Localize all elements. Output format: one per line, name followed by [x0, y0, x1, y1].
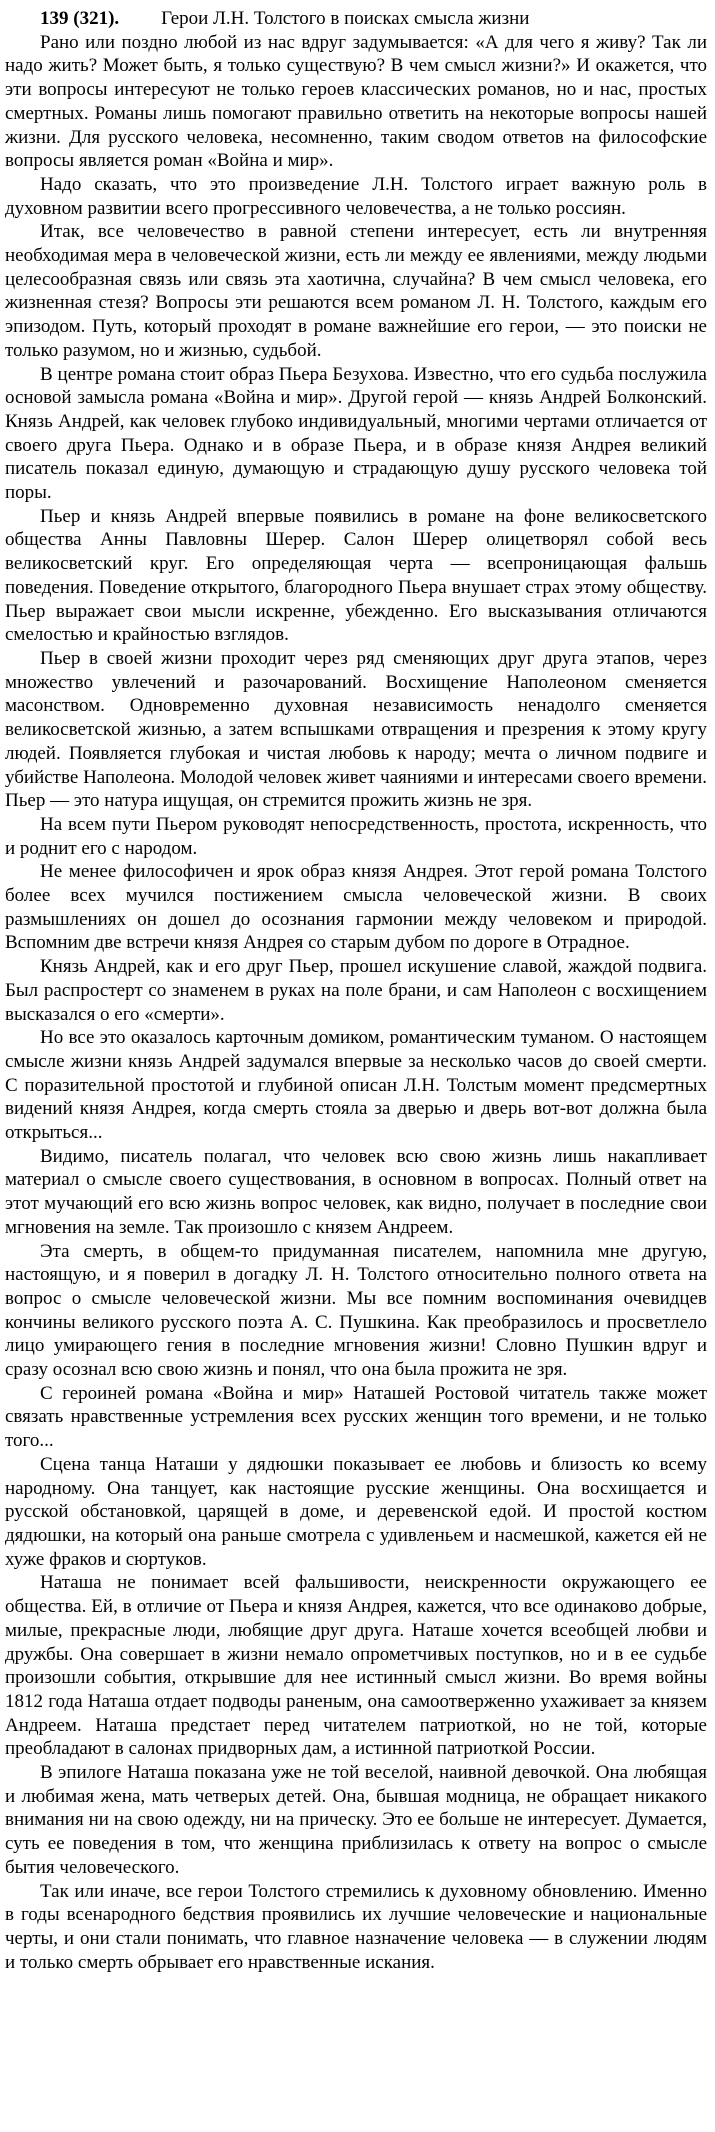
paragraph: Князь Андрей, как и его друг Пьер, прошел искушение славой, жаждой подвига. Был распростерт со знаменем в руках на поле брани, и сам Наполеон с восхищением высказался о его «смерти». — [5, 956, 707, 1025]
paragraph: Итак, все человечество в равной степени интересует, есть ли внутренняя необходимая мера в человеческой жизни, есть ли между ее явлениями, между людьми целесообразная связь или связь эта хаотична, случайна? В чем смысл человека, его жизненная стезя? Вопросы эти решаются всем романом Л. Н. Толстого, каждым его эпизодом. Путь, который проходят в романе важнейшие его герои, — это поиски не только разумом, но и жизнью, судьбой. — [5, 221, 707, 361]
paragraph: Так или иначе, все герои Толстого стремились к духовному обновлению. Именно в годы всенародного бедствия проявились их лучшие человеческие и национальные черты, и они стали понимать, что главное назначение человека — в служении людям и только смерть обрывает его нравственные искания. — [5, 1880, 707, 1973]
paragraph: Пьер и князь Андрей впервые появились в романе на фоне великосветского общества Анны Павловны Шерер. Салон Шерер олицетворял собой весь великосветский круг. Его определяющая черта — всепроницающая фальшь поведения. Поведение открытого, благородного Пьера внушает страх этому обществу. Пьер выражает свои мысли искренне, убежденно. Его высказывания отличаются смелостью и крайностью взглядов. — [5, 505, 707, 646]
paragraph: С героиней романа «Война и мир» Наташей Ростовой читатель также может связать нравственные устремления всех русских женщин того времени, и не только того... — [5, 1382, 707, 1452]
paragraph: Надо сказать, что это произведение Л.Н. Толстого играет важную роль в духовном развитии всего прогрессивного человечества, а не только россиян. — [5, 173, 707, 219]
paragraph: Эта смерть, в общем-то придуманная писателем, напомнила мне другую, настоящую, и я поверил в догадку Л. Н. Толстого относительно полного ответа на вопрос о смысле человеческой жизни. Мы все помним воспоминания очевидцев кончины великого русского поэта А. С. Пушкина. Как преобразилось и просветлело лицо умирающего гения в последние мгновения жизни! Словно Пушкин вдруг и сразу осознал всю свою жизнь и понял, что она была прожита не зря. — [5, 1240, 707, 1381]
paragraph: В центре романа стоит образ Пьера Безухова. Известно, что его судьба послужила основой замысла романа «Война и мир». Другой герой — князь Андрей Болконский. Князь Андрей, как человек глубоко индивидуальный, многими чертами отличается от своего друга Пьера. Однако и в образе Пьера, и в образе князя Андрея великий писатель показал единую, думающую и страдающую душу русского человека той поры. — [5, 363, 707, 504]
paragraph: Рано или поздно любой из нас вдруг задумывается: «А для чего я живу? Так ли надо жить? Может быть, я только существую? В чем смысл жизни?» И окажется, что эти вопросы интересуют не только героев классических романов, но и нас, простых смертных. Романы лишь помогают правильно ответить на некоторые вопросы нашей жизни. Для русского человека, несомненно, таким сводом ответов на философские вопросы является роман «Война и мир». — [5, 31, 707, 172]
document-title: Герои Л.Н. Толстого в поисках смысла жизни — [161, 8, 530, 29]
paragraph: Наташа не понимает всей фальшивости, неискренности окружающего ее общества. Ей, в отличие от Пьера и князя Андрея, кажется, что все одинаково добрые, милые, прекрасные люди, любящие друг друга. Наташе хочется всеобщей любви и дружбы. Она совершает в жизни немало опрометчивых поступков, но и в ее судьбе произошли события, открывшие для нее истинный смысл жизни. Во время войны 1812 года Наташа отдает подводы раненым, она самоотверженно ухаживает за князем Андреем. Наташа предстает перед читателем патриоткой, но не той, которые преобладают в салонах придворных дам, а истинной патриоткой России. — [5, 1572, 707, 1760]
paragraph: Сцена танца Наташи у дядюшки показывает ее любовь и близость ко всему народному. Она танцует, как настоящие русские женщины. Она восхищается и русской обстановкой, царящей в доме, и деревенской едой. И простой костюм дядюшки, на который она раньше смотрела с удивленьем и насмешкой, кажется ей не хуже фраков и сюртуков. — [5, 1453, 707, 1570]
paragraph: Не менее философичен и ярок образ князя Андрея. Этот герой романа Толстого более всех мучился постижением смысла человеческой жизни. В своих размышлениях он дошел до осознания гармонии между человеком и природой. Вспомним две встречи князя Андрея со старым дубом по дороге в Отрадное. — [5, 861, 707, 954]
paragraph: В эпилоге Наташа показана уже не той веселой, наивной девочкой. Она любящая и любимая жена, мать четверых детей. Она, бывшая модница, не обращает никакого внимания ни на свою одежду, ни на прическу. Это ее больше не интересует. Думается, суть ее поведения в том, что женщина приблизилась к ответу на вопрос о смысле бытия человеческого. — [5, 1762, 707, 1878]
document-heading — [5, 7, 707, 31]
paragraph: Видимо, писатель полагал, что человек всю свою жизнь лишь накапливает материал о смысле своего существования, в основном в вопросах. Полный ответ на этот мучающий его всю жизнь вопрос человек, как видно, получает в последние свои мгновения на земле. Так произошло с князем Андреем. — [5, 1145, 707, 1238]
paragraph: Но все это оказалось карточным домиком, романтическим туманом. О настоящем смысле жизни князь Андрей задумался впервые за несколько часов до своей смерти. С поразительной простотой и глубиной описан Л.Н. Толстым момент предсмертных видений князя Андрея, когда смерть стояла за дверью и дверь вот-вот должна была открыться... — [5, 1027, 707, 1144]
paragraph: Пьер в своей жизни проходит через ряд сменяющих друг друга этапов, через множество увлечений и разочарований. Восхищение Наполеоном сменяется масонством. Одновременно духовная независимость ненадолго сменяется великосветской жизнью, а затем вспышками отвращения и презрения к этому кругу людей. Появляется глубокая и чистая любовь к народу; мечта о личном подвиге и убийстве Наполеона. Молодой человек живет чаяниями и интересами своего времени. Пьер — это натура ищущая, он стремится прожить жизнь не зря. — [5, 647, 707, 812]
paragraph: На всем пути Пьером руководят непосредственность, простота, искренность, что и роднит его с народом. — [5, 813, 707, 859]
essay-body — [5, 31, 707, 1975]
exercise-number: 139 (321). — [40, 8, 120, 29]
